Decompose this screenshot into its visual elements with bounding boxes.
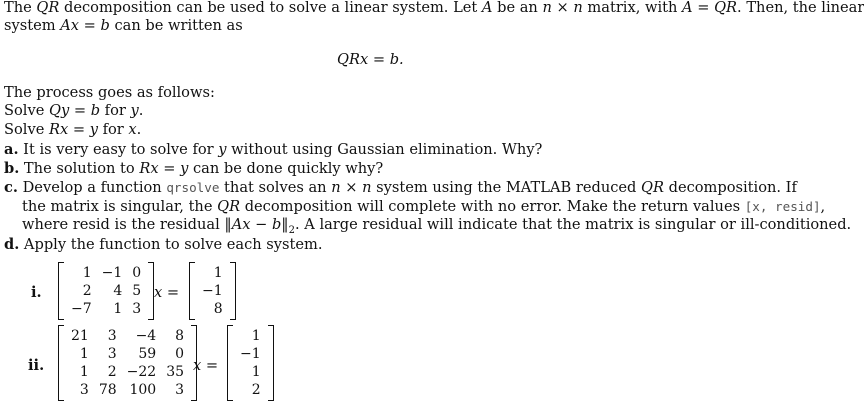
- matrix-cell: 3: [107, 328, 117, 344]
- system-ii-label: ii.: [28, 357, 45, 374]
- matrix-cell: 5: [132, 283, 142, 299]
- matrix-cell: 3: [175, 382, 185, 398]
- system-i-rhs: [189, 262, 236, 320]
- item-c-line-3: where resid is the residual ‖Ax − $b‖_2$. A large residual will indicate that the matrix is singular or ill-conditioned.: [22, 216, 852, 236]
- system-ii-rhs: [227, 325, 274, 401]
- vector-cell: 1: [251, 364, 261, 380]
- matrix-cell: −4: [135, 328, 157, 344]
- system-i-label: i.: [31, 284, 42, 301]
- matrix-cell: 3: [79, 382, 89, 398]
- vector-cell: 2: [251, 382, 261, 398]
- matrix-cell: 8: [175, 328, 185, 344]
- intro-line-1: The QR decomposition can be used to solve a linear system. Let A be an n × n matrix, with A = QR. Then, the linear: [4, 0, 864, 16]
- matrix-cell: 3: [132, 301, 142, 317]
- matrix-cell: 1: [79, 346, 89, 362]
- matrix-cell: 4: [113, 283, 123, 299]
- matrix-cell: 0: [132, 265, 142, 281]
- matrix-cell: 2: [82, 283, 92, 299]
- matrix-cell: 1: [113, 301, 123, 317]
- system-ii-matrix: [58, 325, 197, 401]
- system-i-x-eq: x =: [154, 284, 180, 301]
- matrix-cell: −22: [126, 364, 157, 380]
- item-d: d. Apply the function to solve each system.: [4, 236, 323, 253]
- matrix-cell: −7: [71, 301, 92, 317]
- vector-cell: 1: [251, 328, 261, 344]
- matrix-cell: 1: [82, 265, 92, 281]
- vector-cell: −1: [202, 283, 223, 299]
- matrix-cell: 1: [79, 364, 89, 380]
- matrix-cell: 59: [138, 346, 157, 362]
- matrix-cell: 78: [98, 382, 117, 398]
- display-equation: QRx = b.: [337, 51, 404, 68]
- vector-cell: 1: [213, 265, 223, 281]
- matrix-cell: 0: [175, 346, 185, 362]
- item-b: b. The solution to Rx = y can be done quickly why?: [4, 160, 384, 177]
- item-a: a. It is very easy to solve for y without using Gaussian elimination. Why?: [4, 141, 543, 158]
- system-ii-x-eq: x =: [193, 357, 219, 374]
- matrix-cell: 21: [71, 328, 89, 344]
- vector-cell: −1: [240, 346, 261, 362]
- matrix-cell: 35: [166, 364, 185, 380]
- matrix-cell: 2: [107, 364, 117, 380]
- item-c-line-1: c. Develop a function qrsolve that solves an n × n system using the MATLAB reduced QR decomposition. If: [4, 179, 797, 196]
- vector-cell: 8: [213, 301, 223, 317]
- process-step-2: Solve Rx = y for x.: [4, 121, 142, 138]
- intro-line-2: system Ax = b can be written as: [4, 17, 243, 34]
- matrix-cell: 3: [107, 346, 117, 362]
- matrix-cell: 100: [129, 382, 157, 398]
- matrix-cell: −1: [101, 265, 123, 281]
- item-c-line-2: the matrix is singular, the QR decomposition will complete with no error. Make the return values [x, resid],: [22, 198, 826, 215]
- process-heading: The process goes as follows:: [4, 84, 215, 101]
- system-i-matrix: [58, 262, 154, 320]
- process-step-1: Solve Qy = b for y.: [4, 102, 144, 119]
